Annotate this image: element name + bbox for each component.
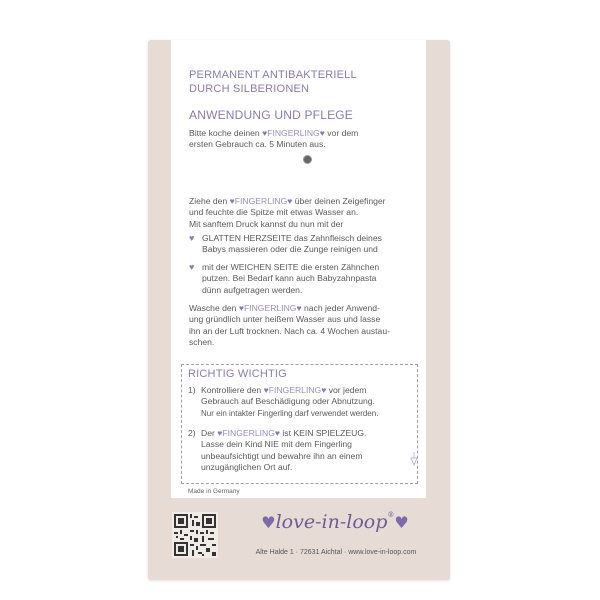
item-2-number: 2) — [188, 428, 196, 438]
hole-dot — [303, 155, 312, 164]
heart-icon: ♥ — [274, 428, 280, 438]
section-title: ANWENDUNG UND PFLEGE — [189, 108, 354, 122]
intro-text: Bitte koche deinen ♥FINGERLING♥ vor dem ersten Gebrauch ca. 5 Minuten aus. — [189, 128, 359, 150]
qr-code-icon — [172, 512, 218, 558]
heart-icon: ♥ — [287, 196, 293, 206]
tag-icon — [410, 452, 418, 466]
usage-paragraph-2: Wasche den ♥FINGERLING♥ nach jeder Anwend- ung gründlich unter heißem Wasser aus und lasse ihn an der Luft trocknen. Nach ca. 4 Wochen austau- schen. — [189, 303, 390, 347]
important-title: RICHTIG WICHTIG — [188, 368, 287, 380]
header-title: PERMANENT ANTIBAKTERIELL DURCH SILBERIONEN — [189, 69, 357, 95]
heart-icon: ♥ — [217, 428, 223, 438]
heart-icon: ♥ — [319, 128, 325, 138]
made-in-germany: Made in Germany — [188, 488, 240, 495]
heart-icon: ♥ — [263, 385, 269, 395]
usage-paragraph-1: Ziehe den ♥FINGERLING♥ über deinen Zeigefinger und feuchte die Spitze mit etwas Wasser an. Mit sanftem Druck kannst du nun mit der — [189, 196, 386, 229]
heart-icon: ♥ — [261, 513, 276, 532]
heart-icon: ♥ — [229, 196, 235, 206]
item-1-text: Kontrolliere den ♥FINGERLING♥ vor jedem Gebrauch auf Beschädigung oder Abnutzung. Nur ein intakter Fingerling darf verwendet werden. — [201, 385, 379, 418]
brand-logo: ♥love-in-loop®♥ — [261, 511, 409, 533]
heart-icon: ♥ — [296, 303, 302, 313]
heart-icon: ♥ — [189, 233, 195, 243]
heart-icon: ♥ — [394, 513, 409, 532]
heart-icon: ♥ — [321, 385, 327, 395]
item-1-number: 1) — [188, 385, 196, 395]
heart-icon: ♥ — [189, 262, 195, 272]
address: Alte Halde 1 · 72631 Aichtal · www.love-in-loop.com — [255, 549, 417, 556]
heart-icon: ♥ — [262, 128, 268, 138]
heart-icon: ♥ — [238, 303, 244, 313]
item-2-text: Der ♥FINGERLING♥ ist KEIN SPIELZEUG. Lasse dein Kind NIE mit dem Fingerling unbeaufsichtigt und bewahre ihn an einem unzugänglichen Ort auf. — [201, 428, 367, 472]
